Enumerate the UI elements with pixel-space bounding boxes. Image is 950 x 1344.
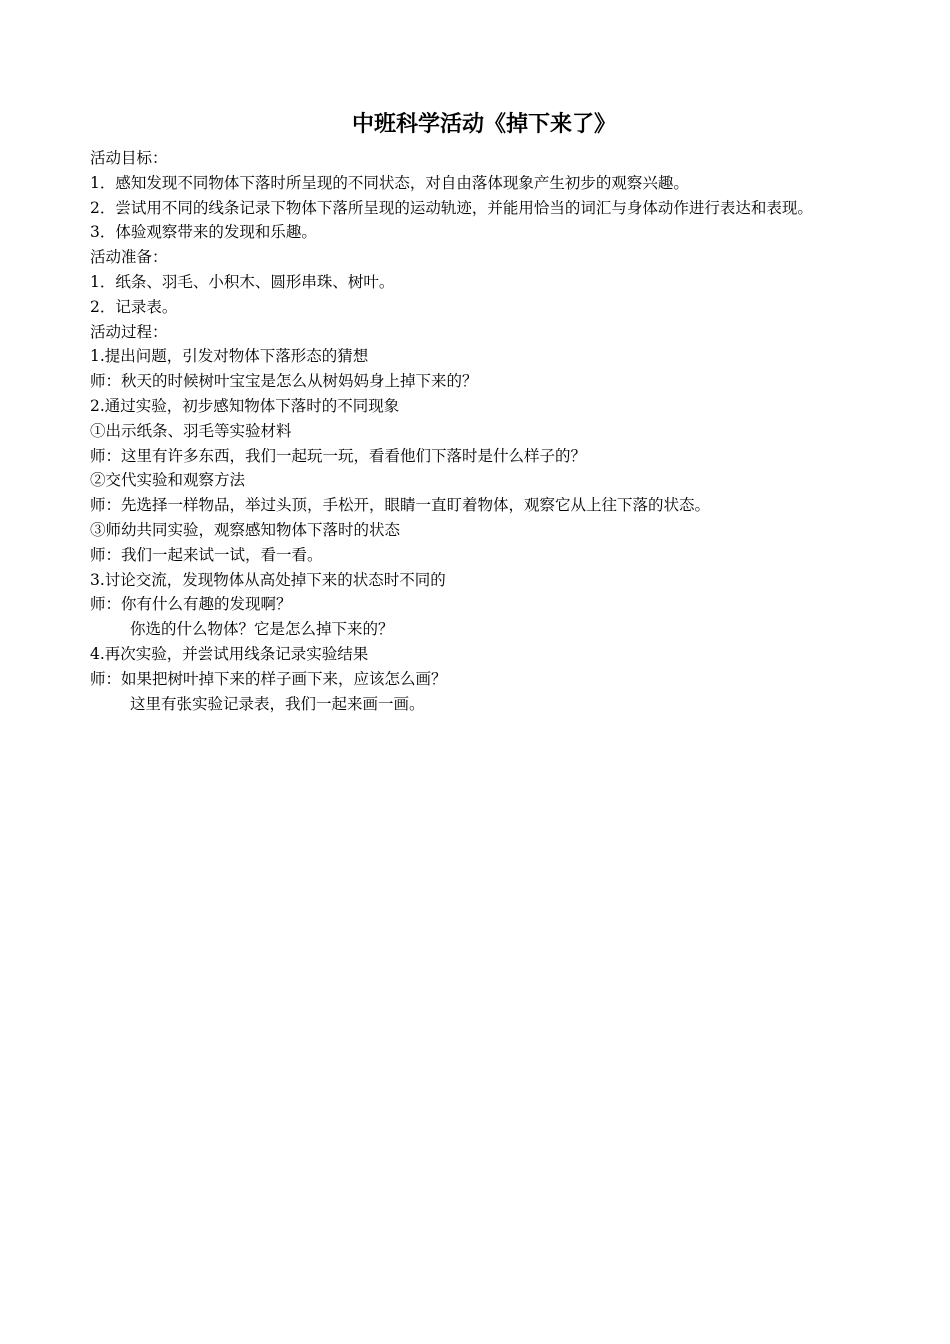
text-line: 1．感知发现不同物体下落时所呈现的不同状态，对自由落体现象产生初步的观察兴趣。 (90, 173, 689, 192)
text-line: 4.再次实验，并尝试用线条记录实验结果 (90, 644, 369, 663)
text-line: 师：如果把树叶掉下来的样子画下来，应该怎么画？ (90, 669, 447, 688)
text-line: ③师幼共同实验，观察感知物体下落时的状态 (90, 520, 401, 539)
text-line: ①出示纸条、羽毛等实验材料 (90, 421, 292, 440)
document-title: 中班科学活动《掉下来了》 (351, 112, 616, 137)
text-line: 师：这里有许多东西，我们一起玩一玩，看看他们下落时是什么样子的？ (90, 446, 587, 465)
text-line: 2.通过实验，初步感知物体下落时的不同现象 (90, 396, 400, 415)
text-line: 活动准备： (90, 248, 168, 267)
text-line: 2．记录表。 (90, 297, 178, 316)
text-line: 3．体验观察带来的发现和乐趣。 (90, 223, 317, 242)
text-line: ②交代实验和观察方法 (90, 471, 246, 490)
text-line: 师：先选择一样物品，举过头顶，手松开，眼睛一直盯着物体，观察它从上往下落的状态。 (90, 496, 711, 515)
text-line: 活动目标： (90, 149, 168, 167)
text-line: 2．尝试用不同的线条记录下物体下落所呈现的运动轨迹，并能用恰当的词汇与身体动作进行表达和表现。 (90, 198, 813, 217)
text-line: 师：秋天的时候树叶宝宝是怎么从树妈妈身上掉下来的？ (90, 372, 478, 391)
text-line: 你选的什么物体？它是怎么掉下来的？ (130, 620, 394, 639)
text-line: 3.讨论交流，发现物体从高处掉下来的状态时不同的 (90, 570, 446, 589)
text-line: 师：我们一起来试一试，看一看。 (90, 545, 323, 564)
document-body (90, 146, 870, 716)
text-line: 1．纸条、羽毛、小积木、圆形串珠、树叶。 (90, 272, 395, 291)
text-line: 1.提出问题，引发对物体下落形态的猜想 (90, 347, 369, 366)
text-line: 师：你有什么有趣的发现啊？ (90, 595, 292, 614)
document-page (90, 108, 870, 716)
text-line: 这里有张实验记录表，我们一起来画一画。 (130, 694, 425, 713)
text-line: 活动过程： (90, 322, 168, 341)
